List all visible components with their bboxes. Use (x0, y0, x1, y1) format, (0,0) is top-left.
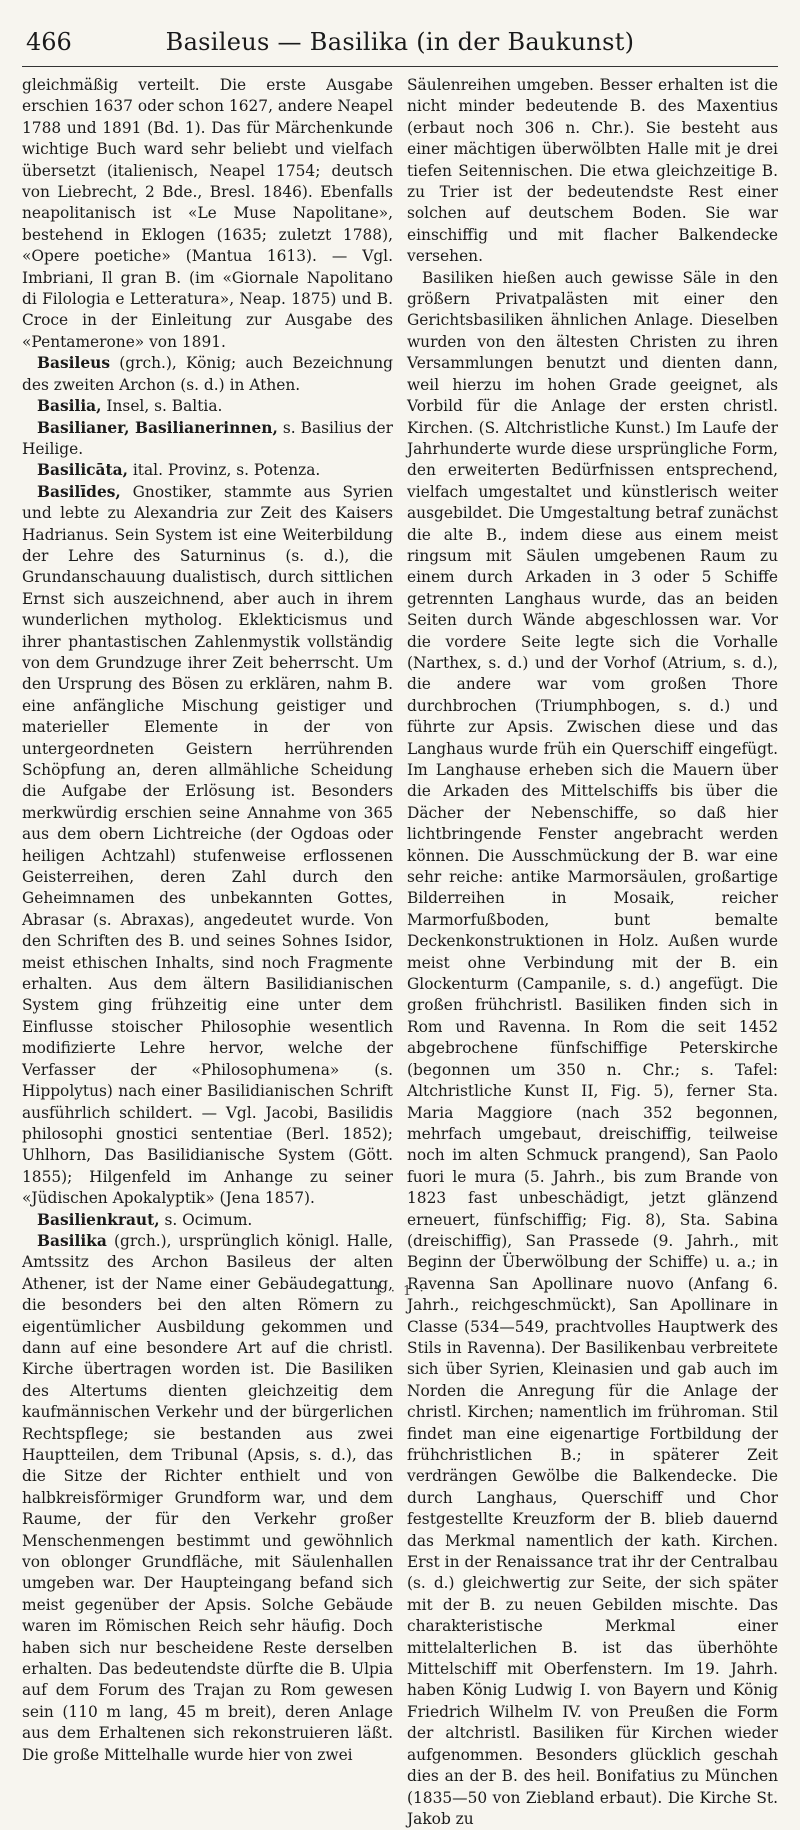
entry-headword: Basilia, (37, 397, 102, 416)
footer-mark: 1 · 1 · (374, 1284, 426, 1299)
entry-text: Gnostiker, stammte aus Syrien und lebte zu Alexandria zur Zeit des Kaisers Hadrianus. Sein System ist eine Weiterbildung der Lehre des Saturninus (s. d.), die Grundanschauung dualistisch, durch sittlichen Ernst sich auszeichnend, aber auch in ihrem wunderlichen mytholog. Eklekticismus und ihrer phantastischen Zahlenmystik vollständig von dem Grundzuge ihrer Zeit beherrscht. Um den Ursprung des Bösen zu erklären, nahm B. eine anfängliche Mischung geistiger und materieller Elemente in der von untergeordneten Geistern herrührenden Schöpfung an, deren allmähliche Scheidung die Aufgabe der Erlösung ist. Besonders merkwürdig erschien seine Annahme von 365 aus dem obern Lichtreiche (der Ogdoas oder heiligen Achtzahl) stufenweise erflossenen Geisterreihen, deren Zahl durch den Geheimnamen des unbekannten Gottes, Abrasar (s. Abraxas), angedeutet wurde. Von den Schriften des B. und seines Sohnes Isidor, meist ethischen Inhalts, sind noch Fragmente erhalten. Aus dem ältern Basilidianischen System ging frühzeitig eine unter dem Einflusse stoischer Philosophie wesentlich modifizierte Lehre hervor, welche der Verfasser der «Philosophumena» (s. Hippolytus) nach einer Basilidianischen Schrift ausführlich schildert. — Vgl. Jacobi, Basilidis philosophi gnostici sententiae (Berl. 1852); Uhlhorn, Das Basilidianische System (Gött. 1855); Hilgenfeld im Anhange zu seiner «Jüdischen Apokalyptik» (Jena 1857). (22, 482, 393, 1208)
entry-headword: Basileus (37, 354, 110, 373)
entry-basilianer (22, 418, 393, 461)
entry-basilicata (22, 460, 393, 481)
running-head: Basileus — Basilika (in der Baukunst) (165, 28, 635, 56)
right-column (407, 75, 778, 1828)
paragraph: gleichmäßig verteilt. Die erste Ausgabe erschien 1637 oder schon 1627, andere Neapel 1788 und 1891 (Bd. 1). Das für Märchenkunde wichtige Buch ward sehr beliebt und vielfach übersetzt (italienisch, Neapel 1754; deutsch von Liebrecht, 2 Bde., Bresl. 1846). Ebenfalls neapolitanisch ist «Le Muse Napolitane», bestehend in Eklogen (1635; zuletzt 1788), «Opere poetiche» (Mantua 1613). — Vgl. Imbriani, Il gran B. (im «Giornale Napolitano di Filologia e Letteratura», Neap. 1875) und B. Croce in der Einleitung zur Ausgabe des «Pentamerone» von 1891. (22, 76, 393, 351)
entry-text: (grch.), ursprünglich königl. Halle, Amtssitz des Archon Basileus der alten Athener, ist der Name einer Gebäudegattung, die besonders bei den alten Römern zu eigentümlicher Ausbildung gekommen und dann auf eine besondere Art auf die christl. Kirche übertragen worden ist. Die Basiliken des Altertums dienten gleichzeitig dem kaufmännischen Verkehr und der bürgerlichen Rechtspflege; sie bestanden aus zwei Hauptteilen, dem Tribunal (Apsis, s. d.), das die Sitze der Richter enthielt und von halbkreisförmiger Grundform war, und dem Raume, der für den Verkehr großer Menschenmengen bestimmt und gewöhnlich von oblonger Grundfläche, mit Säulenhallen umgeben war. Der Haupteingang befand sich meist gegenüber der Apsis. Solche Gebäude waren im Römischen Reich sehr häufig. Doch haben sich nur bescheidene Reste derselben erhalten. Das bedeutendste dürfte die B. Ulpia auf dem Forum des Trajan zu Rom gewesen sein (110 m lang, 45 m breit), deren Anlage aus dem Erhaltenen sich rekonstruieren läßt. Die große Mittelhalle wurde hier von zwei (22, 1231, 393, 1764)
entry-text: Insel, s. Baltia. (101, 397, 223, 416)
entry-basileus (22, 353, 393, 396)
entry-headword: Basilika (37, 1231, 107, 1250)
entry-headword: Basilicāta, (37, 461, 128, 480)
entry-basilia (22, 396, 393, 417)
paragraph: Basiliken hießen auch gewisse Säle in den größern Privatpalästen mit einer den Gerichtsbasiliken ähnlichen Anlage. Dieselben wurden von den ältesten Christen zu ihren Versammlungen benutzt und dienten dann, weil hierzu im hohen Grade geeignet, als Vorbild für die Anlage der ersten christl. Kirchen. (S. Altchristliche Kunst.) Im Laufe der Jahrhunderte wurde diese ursprüngliche Form, den erweiterten Bedürfnissen entsprechend, vielfach umgestaltet und künstlerisch weiter ausgebildet. Die Umgestaltung betraf zunächst die alte B., indem diese aus einem meist ringsum mit Säulen umgebenen Raum zu einem durch Arkaden in 3 oder 5 Schiffe getrennten Langhaus wurde, das an beiden Seiten durch Wände abgeschlossen war. Vor die vordere Seite legte sich die Vorhalle (Narthex, s. d.) und der Vorhof (Atrium, s. d.), die andere war vom großen Thore durchbrochen (Triumphbogen, s. d.) und führte zur Apsis. Zwischen diese und das Langhaus wurde früh ein Querschiff eingefügt. Im Langhause erheben sich die Mauern über die Arkaden des Mittelschiffs bis über die Dächer der Nebenschiffe, so daß hier lichtbringende Fenster angebracht werden können. Die Ausschmückung der B. war eine sehr reiche: antike Marmorsäulen, großartige Bilderreihen in Mosaik, reicher Marmorfußboden, bunt bemalte Deckenkonstruktionen in Holz. Außen wurde meist ohne Verbindung mit der B. ein Glockenturm (Campanile, s. d.) angefügt. Die großen frühchristl. Basiliken finden sich in Rom und Ravenna. In Rom die seit 1452 abgebrochene fünfschiffige Peterskirche (begonnen um 350 n. Chr.; s. Tafel: Altchristliche Kunst II, Fig. 5), ferner Sta. Maria Maggiore (nach 352 begonnen, mehrfach umgebaut, dreischiffig, teilweise noch im alten Schmuck prangend), San Paolo fuori le mura (5. Jahrh., bis zum Brande von 1823 fast unbeschädigt, jetzt glänzend erneuert, fünfschiffig; Fig. 8), Sta. Sabina (dreischiffig), San Prassede (9. Jahrh., mit Beginn der Überwölbung der Schiffe) u. a.; in Ravenna San Apollinare nuovo (Anfang 6. Jahrh., reichgeschmückt), San Apollinare in Classe (534—549, prachtvolles Hauptwerk des Stils in Ravenna). Der Basilikenbau verbreitete sich über Syrien, Kleinasien und gab auch im Norden die Anregung für die Anlage der christl. Kirchen; namentlich im frühroman. Stil findet man eine eigenartige Fortbildung der frühchristlichen B.; in späterer Zeit verdrängen Gewölbe die Balkendecke. Die durch Langhaus, Querschiff und Chor festgestellte Kreuzform der B. blieb dauernd das Merkmal namentlich der kath. Kirchen. Erst in der Renaissance trat ihr der Centralbau (s. d.) gleichwertig zur Seite, der sich später mit der B. zu neuen Gebilden mischte. Das charakteristische Merkmal einer mittelalterlichen B. ist das überhöhte Mittelschiff mit Oberfenstern. Im 19. Jahrh. haben König Ludwig I. von Bayern und König Friedrich Wilhelm IV. von Preußen die Form der altchristl. Basiliken für Kirchen wieder aufgenommen. Besonders glücklich geschah dies an der B. des heil. Bonifatius zu München (1835—50 von Ziebland erbaut). Die Kirche St. Jakob zu (407, 268, 778, 1828)
entry-text: (grch.), König; auch Bezeichnung des zweiten Archon (s. d.) in Athen. (22, 354, 393, 394)
entry-basilienkraut (22, 1210, 393, 1231)
page-header (22, 18, 778, 67)
entry-basilides (22, 482, 393, 1210)
entry-text: s. Basilius der Heilige. (22, 418, 393, 458)
entry-text: s. Ocimum. (159, 1210, 253, 1229)
left-column (22, 75, 393, 1764)
entry-headword: Basilianer, Basilianerinnen, (37, 418, 278, 437)
entry-text: ital. Provinz, s. Potenza. (127, 461, 321, 480)
entry-headword: Basilienkraut, (37, 1210, 160, 1229)
page-number: 466 (26, 28, 72, 56)
entry-headword: Basilīdes, (37, 482, 121, 501)
text-columns (22, 75, 778, 1828)
entry-basilika (22, 1231, 393, 1766)
paragraph: Säulenreihen umgeben. Besser erhalten ist die nicht minder bedeutende B. des Maxentius (erbaut noch 306 n. Chr.). Sie besteht aus einer mächtigen überwölbten Halle mit je drei tiefen Seitennischen. Die etwa gleichzeitige B. zu Trier ist der bedeutendste Rest einer solchen auf deutschem Boden. Sie war einschiffig und mit flacher Balkendecke versehen. (407, 76, 778, 266)
